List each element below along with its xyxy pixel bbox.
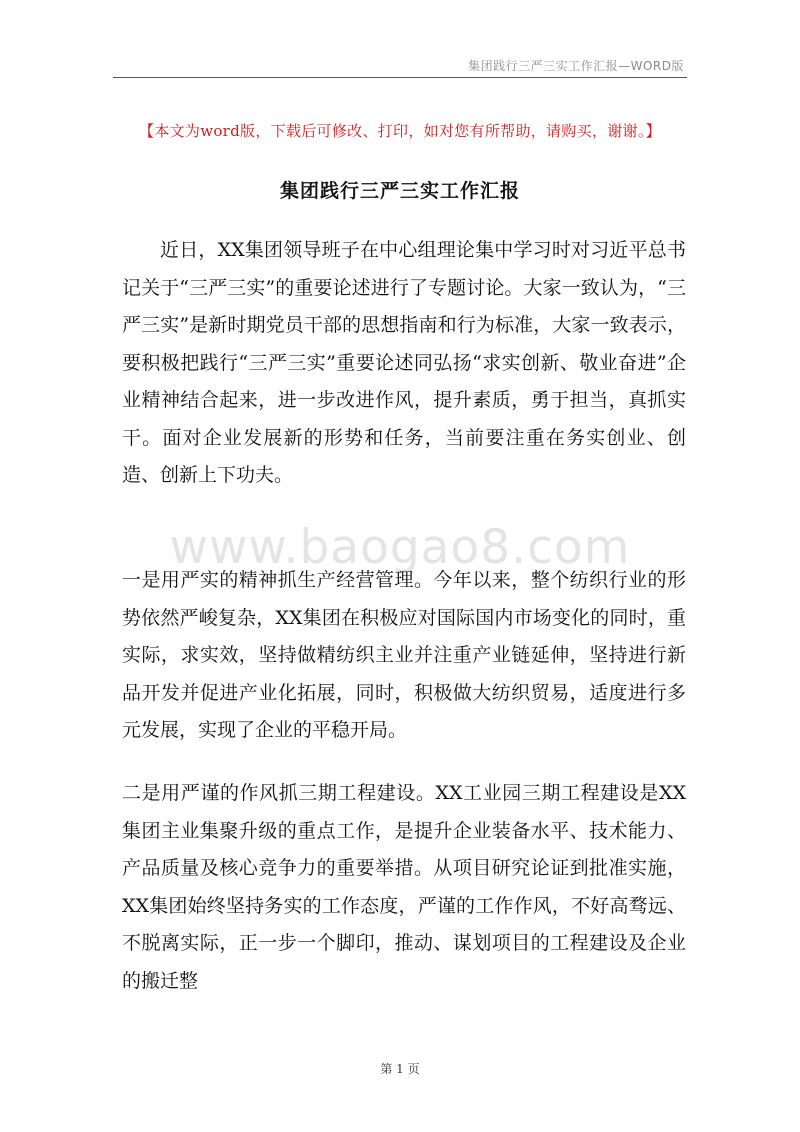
header-divider [113, 77, 687, 78]
paragraph-intro: 近日，XX集团领导班子在中心组理论集中学习时对习近平总书记关于“三严三实”的重要论述进行了专题讨论。大家一致认为，“三严三实”是新时期党员干部的思想指南和行为标准，大家一致表示，要积极把践行“三严三实”重要论述同弘扬“求实创新、敬业奋进”企业精神结合起来，进一步改进作风，提升素质，勇于担当，真抓实干。面对企业发展新的形势和任务，当前要注重在务实创业、创造、创新上下功夫。 [122, 239, 686, 486]
watermark: www.baogao8.com [169, 520, 631, 575]
running-header: 集团践行三严三实工作汇报—WORD版 [468, 59, 684, 73]
paragraph-second-point: 二是用严谨的作风抓三期工程建设。XX工业园三期工程建设是XX集团主业集聚升级的重点工作，是提升企业装备水平、技术能力、产品质量及核心竞争力的重要举措。从项目研究论证到批准实施，XX集团始终坚持务实的工作态度，严谨的工作作风，不好高骛远、不脱离实际，正一步一个脚印，推动、谋划项目的工程建设及企业的搬迁整 [122, 782, 686, 992]
paragraph-first-point: 一是用严实的精神抓生产经营管理。今年以来，整个纺织行业的形势依然严峻复杂，XX集团在积极应对国际国内市场变化的同时，重实际，求实效，坚持做精纺织主业并注重产业链延伸，坚持进行新品开发并促进产业化拓展，同时，积极做大纺织贸易，适度进行多元发展，实现了企业的平稳开局。 [122, 569, 686, 741]
page-number: 第 1 页 [380, 1062, 420, 1076]
document-title: 集团践行三严三实工作汇报 [279, 180, 520, 202]
download-notice: 【本文为word版，下载后可修改、打印，如对您有所帮助，请购买，谢谢。】 [139, 122, 661, 140]
